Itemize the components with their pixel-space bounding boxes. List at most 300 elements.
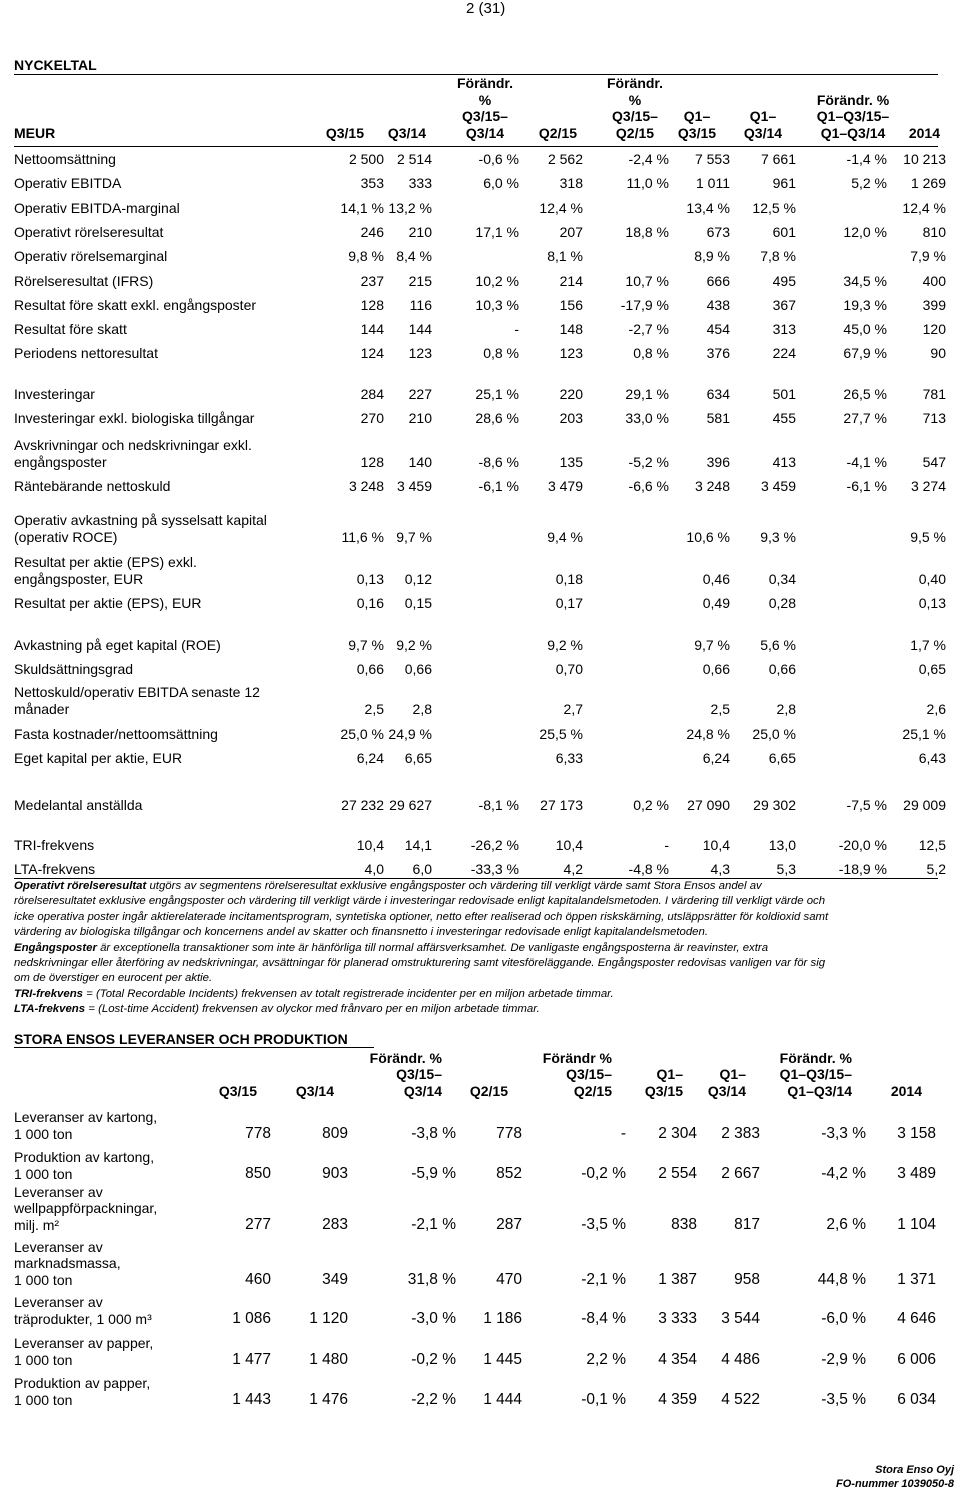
cell-value: 3 248: [348, 478, 384, 494]
column-header-line: Q3/14: [403, 1082, 442, 1099]
key-figure-row: [14, 272, 944, 289]
cell-value: 349: [322, 1271, 348, 1288]
cell-value: 140: [408, 454, 432, 470]
column-header-line: Q3/15: [218, 1082, 257, 1099]
row-label-line: Leveranser av kartong,: [14, 1109, 158, 1125]
cell-value: 7,8 %: [760, 248, 796, 264]
cell-value: 29 627: [389, 797, 432, 813]
cell-value: -: [514, 321, 519, 337]
column-header-line: Q2/15: [538, 124, 577, 141]
column-header-line: 2014: [890, 1082, 922, 1099]
cell-value: -0,1 %: [581, 1391, 626, 1408]
cell-value: 5,2: [926, 861, 946, 877]
column-header-line: Q2/15: [573, 1082, 612, 1099]
note-term: LTA-frekvens: [14, 1003, 86, 1016]
note-text: värdering av biologiska tillgångar och koncernens andel av skatter och finansnetto i investeringar redovisade enligt kapitalandelsmetoden.: [14, 926, 708, 939]
column-header-line: Q3/15–: [396, 1066, 442, 1082]
cell-value: -4,8 %: [628, 861, 669, 877]
cell-value: 0,40: [918, 571, 946, 587]
row-label: [14, 554, 197, 587]
cell-value: 220: [559, 386, 583, 402]
cell-value: 6,65: [768, 750, 796, 766]
cell-value: -33,3 %: [470, 861, 519, 877]
row-label-line: Produktion av papper,: [14, 1375, 151, 1391]
row-label: [14, 386, 95, 403]
column-header: [214, 1083, 334, 1100]
cell-value: 7 661: [760, 151, 796, 167]
note-term: TRI-frekvens: [14, 987, 84, 1000]
cell-value: 4,0: [364, 861, 384, 877]
cell-value: 6,33: [555, 750, 583, 766]
row-label-line: Resultat per aktie (EPS), EUR: [14, 594, 202, 611]
cell-value: 10,2 %: [475, 273, 519, 289]
column-header-line: Q1–Q3/15–: [816, 108, 890, 124]
cell-value: 10,4: [702, 837, 730, 853]
column-header-line: Q3/15: [325, 124, 364, 141]
cell-value: -6,0 %: [821, 1310, 866, 1327]
column-header-line: Förändr.: [456, 75, 513, 91]
cell-value: 10 213: [903, 151, 946, 167]
cell-value: 28,6 %: [475, 410, 519, 426]
cell-value: 454: [706, 321, 730, 337]
note-text: rörelseresultatet exklusive engångsposter och värdering till verkligt värde i investeringar redovisade enligt kapitalandelsmetoden. I värdering till verkligt värde och: [14, 895, 826, 908]
cell-value: 2,7: [563, 701, 583, 717]
row-label: [14, 437, 252, 470]
key-figure-row: [14, 660, 944, 677]
row-label-line: Leveranser av: [14, 1294, 103, 1310]
delivery-row: [14, 1334, 944, 1368]
cell-value: 237: [360, 273, 384, 289]
cell-value: -2,9 %: [821, 1351, 866, 1368]
column-header-line: Q3/15–: [612, 108, 658, 124]
row-label-line: Periodens nettoresultat: [14, 344, 158, 361]
column-header: [467, 125, 577, 142]
cell-value: 396: [706, 454, 730, 470]
row-label: [14, 661, 133, 678]
cell-value: 9,2 %: [547, 637, 583, 653]
cell-value: 9,7 %: [694, 637, 730, 653]
cell-value: 10,3 %: [475, 297, 519, 313]
cell-value: 7 553: [694, 151, 730, 167]
cell-value: 214: [559, 273, 583, 289]
key-figure-row: [14, 553, 944, 587]
cell-value: 4,2: [563, 861, 583, 877]
row-label-line: Resultat före skatt exkl. engångsposter: [14, 296, 257, 313]
cell-value: 10,7 %: [625, 273, 669, 289]
cell-value: 495: [772, 273, 796, 289]
cell-value: -18,9 %: [838, 861, 887, 877]
cell-value: 12,4 %: [902, 200, 946, 216]
row-label: [14, 861, 95, 878]
column-header-line: Q1–: [749, 108, 777, 124]
cell-value: -17,9 %: [620, 297, 669, 313]
cell-value: 67,9 %: [843, 345, 887, 361]
column-header-line: Förändr. %: [816, 91, 890, 108]
cell-value: 17,1 %: [475, 224, 519, 240]
cell-value: 210: [408, 410, 432, 426]
cell-value: 470: [496, 1271, 522, 1288]
row-label-line: Investeringar: [14, 385, 95, 402]
cell-value: 8,1 %: [547, 248, 583, 264]
row-label: [14, 637, 221, 654]
cell-value: 13,4 %: [686, 200, 730, 216]
cell-value: 1 444: [483, 1391, 522, 1408]
note-text: om de överstiger en eurocent per aktie.: [14, 972, 213, 985]
cell-value: 1,7 %: [910, 637, 946, 653]
cell-value: 0,34: [768, 571, 796, 587]
cell-value: 246: [360, 224, 384, 240]
cell-value: -4,1 %: [846, 454, 887, 470]
cell-value: 29 009: [903, 797, 946, 813]
cell-value: 34,5 %: [843, 273, 887, 289]
row-label-line: Operativ avkastning på sysselsatt kapital: [14, 512, 267, 528]
cell-value: -26,2 %: [470, 837, 519, 853]
cell-value: 810: [922, 224, 946, 240]
cell-value: 413: [772, 454, 796, 470]
cell-value: 1 476: [309, 1391, 348, 1408]
row-label-line: TRI-frekvens: [14, 836, 95, 853]
row-label-line: Medelantal anställda: [14, 796, 143, 813]
cell-value: 9,5 %: [910, 529, 946, 545]
row-label-line: Räntebärande nettoskuld: [14, 477, 171, 494]
note-line: [14, 894, 959, 909]
cell-value: 838: [671, 1216, 697, 1233]
cell-value: 123: [559, 345, 583, 361]
row-label-line: marknadsmassa,: [14, 1255, 121, 1271]
cell-value: 3 274: [910, 478, 946, 494]
cell-value: -5,9 %: [411, 1165, 456, 1182]
page-number: 2 (31): [466, 0, 506, 17]
cell-value: 0,17: [555, 595, 583, 611]
cell-value: 4,3: [710, 861, 730, 877]
deliveries-title: STORA ENSOS LEVERANSER OCH PRODUKTION: [14, 1031, 348, 1047]
cell-value: 1 477: [232, 1351, 271, 1368]
cell-value: 270: [360, 410, 384, 426]
cell-value: -6,6 %: [628, 478, 669, 494]
column-header: [802, 1083, 922, 1100]
cell-value: 26,5 %: [843, 386, 887, 402]
row-label-line: (operativ ROCE): [14, 528, 118, 545]
cell-value: -7,5 %: [846, 797, 887, 813]
cell-value: 27,7 %: [843, 410, 887, 426]
cell-value: 2 554: [658, 1165, 697, 1182]
cell-value: 850: [245, 1165, 271, 1182]
cell-value: 29 302: [753, 797, 796, 813]
row-label: [14, 726, 218, 743]
cell-value: 0,13: [918, 595, 946, 611]
cell-value: 0,8 %: [483, 345, 519, 361]
row-label-line: Avskrivningar och nedskrivningar exkl.: [14, 437, 252, 453]
note-line: [14, 1002, 959, 1017]
cell-value: 6 034: [897, 1391, 936, 1408]
cell-value: 12,0 %: [843, 224, 887, 240]
column-header-line: Förändr. %: [779, 1049, 852, 1066]
cell-value: 581: [706, 410, 730, 426]
column-header-line: Q2/15: [469, 1082, 508, 1099]
cell-value: -6,1 %: [846, 478, 887, 494]
cell-value: 0,15: [404, 595, 432, 611]
key-figure-row: [14, 385, 944, 402]
note-line: [14, 956, 959, 971]
note-text: = (Lost-time Accident) frekvensen av olyckor med frånvaro per en miljon arbetade timmar.: [85, 1003, 540, 1016]
key-figure-row: [14, 749, 944, 766]
cell-value: 6,65: [404, 750, 432, 766]
cell-value: 14,1: [404, 837, 432, 853]
row-label: [14, 684, 260, 717]
key-figure-row: [14, 836, 944, 853]
cell-value: 123: [408, 345, 432, 361]
row-label: [14, 410, 254, 427]
row-label: [14, 1109, 157, 1142]
cell-value: 27 173: [540, 797, 583, 813]
cell-value: 156: [559, 297, 583, 313]
cell-value: 0,65: [918, 661, 946, 677]
cell-value: -8,6 %: [478, 454, 519, 470]
cell-value: 318: [559, 175, 583, 191]
cell-value: 601: [772, 224, 796, 240]
cell-value: 11,6 %: [341, 529, 384, 545]
cell-value: 4 354: [658, 1351, 697, 1368]
column-header-line: %: [628, 91, 642, 108]
cell-value: 33,0 %: [625, 410, 669, 426]
cell-value: 277: [245, 1216, 271, 1233]
cell-value: 0,16: [356, 595, 384, 611]
key-figure-row: [14, 594, 944, 611]
cell-value: -1,4 %: [846, 151, 887, 167]
cell-value: 120: [922, 321, 946, 337]
column-header: [388, 1083, 508, 1100]
note-text: är exceptionella transaktioner som inte är hänförliga till normal affärsverksamhet. De vanligaste engångsposterna är reavinster, extra: [96, 941, 769, 954]
cell-value: -3,5 %: [821, 1391, 866, 1408]
row-label: [14, 1239, 121, 1289]
cell-value: 778: [496, 1125, 522, 1142]
cell-value: -3,0 %: [411, 1310, 456, 1327]
column-header-line: %: [478, 91, 492, 108]
column-header-line: Q3/14: [743, 124, 783, 141]
cell-value: 18,8 %: [625, 224, 669, 240]
cell-value: 6,0: [412, 861, 432, 877]
cell-value: 333: [408, 175, 432, 191]
key-figure-row: [14, 796, 944, 813]
cell-value: -: [620, 1125, 626, 1142]
key-figure-row: [14, 247, 944, 264]
row-label: [14, 345, 158, 362]
cell-value: 0,28: [768, 595, 796, 611]
cell-value: 1 104: [897, 1216, 936, 1233]
cell-value: 634: [706, 386, 730, 402]
note-text: = (Total Recordable Incidents) frekvensen av totalt registrerade incidenter per en miljon arbetade timmar.: [83, 987, 614, 1000]
cell-value: 2 514: [396, 151, 432, 167]
key-figure-row: [14, 511, 944, 545]
cell-value: 3 333: [658, 1310, 697, 1327]
cell-value: 4 522: [721, 1391, 760, 1408]
key-figure-row: [14, 199, 944, 216]
cell-value: 2,6 %: [826, 1216, 866, 1233]
row-label-line: Skuldsättningsgrad: [14, 660, 134, 677]
cell-value: 367: [772, 297, 796, 313]
cell-value: -3,5 %: [581, 1216, 626, 1233]
delivery-row: [14, 1108, 944, 1142]
cell-value: 44,8 %: [817, 1271, 866, 1288]
cell-value: 25,0 %: [752, 726, 796, 742]
row-label-line: engångsposter: [14, 453, 107, 470]
definitions-notes: [14, 879, 959, 1018]
cell-value: 778: [245, 1125, 271, 1142]
cell-value: 313: [772, 321, 796, 337]
row-label: [14, 297, 256, 314]
cell-value: 283: [322, 1216, 348, 1233]
row-label: [14, 1294, 152, 1327]
cell-value: 29,1 %: [625, 386, 669, 402]
cell-value: 2,8: [776, 701, 796, 717]
row-label: [14, 224, 163, 241]
cell-value: 24,8 %: [686, 726, 730, 742]
key-figure-row: [14, 150, 944, 167]
column-header-line: Förändr.: [606, 75, 663, 91]
row-label: [14, 1184, 157, 1234]
note-text: utgörs av segmentens rörelseresultat exklusive engångsposter och värdering till verkligt värde samt Stora Ensos andel av: [146, 880, 762, 892]
cell-value: 25,5 %: [539, 726, 583, 742]
cell-value: 3 544: [721, 1310, 760, 1327]
cell-value: 399: [922, 297, 946, 313]
cell-value: 3 479: [547, 478, 583, 494]
cell-value: 4 646: [897, 1310, 936, 1327]
row-label: [14, 797, 142, 814]
cell-value: 438: [706, 297, 730, 313]
cell-value: 1 086: [232, 1310, 271, 1327]
cell-value: -2,1 %: [581, 1271, 626, 1288]
cell-value: 7,9 %: [910, 248, 946, 264]
cell-value: 0,46: [702, 571, 730, 587]
row-label: [14, 151, 116, 168]
cell-value: 284: [360, 386, 384, 402]
cell-value: -4,2 %: [821, 1165, 866, 1182]
row-label-line: 1 000 ton: [14, 1351, 73, 1368]
cell-value: 14,1 %: [340, 200, 384, 216]
cell-value: 2,6: [926, 701, 946, 717]
row-label-line: Operativt rörelseresultat: [14, 223, 164, 240]
row-label-line: månader: [14, 700, 70, 717]
cell-value: 90: [930, 345, 946, 361]
key-figures-title: NYCKELTAL: [14, 57, 97, 73]
cell-value: 1 387: [658, 1271, 697, 1288]
note-line: [14, 941, 959, 956]
cell-value: 5,2 %: [851, 175, 887, 191]
row-label-line: 1 000 ton: [14, 1165, 73, 1182]
cell-value: 45,0 %: [843, 321, 887, 337]
cell-value: 455: [772, 410, 796, 426]
cell-value: 1 269: [910, 175, 946, 191]
cell-value: 666: [706, 273, 730, 289]
cell-value: 8,4 %: [396, 248, 432, 264]
row-label: [14, 837, 94, 854]
cell-value: 1 120: [309, 1310, 348, 1327]
cell-value: 135: [559, 454, 583, 470]
cell-value: 4 359: [658, 1391, 697, 1408]
cell-value: 3 459: [760, 478, 796, 494]
column-header-line: Q1–Q3/14: [787, 1082, 852, 1099]
column-header-line: Q3/15: [644, 1082, 683, 1099]
cell-value: -8,1 %: [478, 797, 519, 813]
cell-value: -2,7 %: [628, 321, 669, 337]
row-label-line: 1 000 ton: [14, 1125, 73, 1142]
cell-value: 9,2 %: [396, 637, 432, 653]
column-header-line: Q1–Q3/15–: [779, 1066, 852, 1082]
cell-value: -8,4 %: [581, 1310, 626, 1327]
cell-value: 9,8 %: [348, 248, 384, 264]
column-header-line: Q3/14: [465, 124, 505, 141]
key-figure-row: [14, 174, 944, 191]
column-header-line: Förändr. %: [369, 1049, 442, 1066]
column-header: [830, 125, 940, 142]
row-label-line: Leveranser av: [14, 1183, 103, 1200]
column-header-line: Q3/15: [677, 124, 717, 141]
key-figure-row: [14, 636, 944, 653]
cell-value: 2,2 %: [586, 1351, 626, 1368]
row-label-line: Rörelseresultat (IFRS): [14, 272, 154, 289]
row-label-line: Resultat före skatt: [14, 320, 127, 337]
row-label-line: Nettoskuld/operativ EBITDA senaste 12: [14, 684, 260, 700]
key-figure-row: [14, 725, 944, 742]
cell-value: -6,1 %: [478, 478, 519, 494]
cell-value: 1 371: [897, 1271, 936, 1288]
header-meur: MEUR: [14, 125, 56, 141]
cell-value: 809: [322, 1125, 348, 1142]
column-header-line: Q3/14: [387, 124, 426, 141]
cell-value: 1 445: [483, 1351, 522, 1368]
row-label: [14, 200, 180, 217]
cell-value: 2 500: [348, 151, 384, 167]
cell-value: 9,3 %: [760, 529, 796, 545]
cell-value: 25,1 %: [475, 386, 519, 402]
cell-value: 400: [922, 273, 946, 289]
row-label-line: Investeringar exkl. biologiska tillgångar: [14, 409, 255, 426]
column-header: [626, 1066, 746, 1099]
row-label: [14, 1375, 150, 1408]
column-header-line: Q1–: [719, 1066, 746, 1082]
cell-value: -2,4 %: [628, 151, 669, 167]
row-label-line: wellpappförpackningar,: [14, 1200, 158, 1216]
cell-value: 9,7 %: [396, 529, 432, 545]
row-label: [14, 273, 153, 290]
cell-value: 0,66: [404, 661, 432, 677]
row-label: [14, 750, 182, 767]
row-label: [14, 512, 267, 545]
cell-value: 376: [706, 345, 730, 361]
cell-value: 781: [922, 386, 946, 402]
cell-value: 6,43: [918, 750, 946, 766]
column-header-line: Q3/15–: [462, 108, 508, 124]
cell-value: 2,5: [710, 701, 730, 717]
cell-value: 27 232: [341, 797, 384, 813]
cell-value: -3,8 %: [411, 1125, 456, 1142]
cell-value: 148: [559, 321, 583, 337]
cell-value: 2,5: [364, 701, 384, 717]
cell-value: 2 383: [721, 1125, 760, 1142]
cell-value: 203: [559, 410, 583, 426]
deliveries-top-rule: [14, 1047, 374, 1048]
cell-value: 3 158: [897, 1125, 936, 1142]
cell-value: 6 006: [897, 1351, 936, 1368]
row-label-line: Operativ EBITDA-marginal: [14, 199, 180, 216]
cell-value: -2,2 %: [411, 1391, 456, 1408]
row-label-line: Leveranser av papper,: [14, 1335, 154, 1351]
cell-value: 5,6 %: [760, 637, 796, 653]
row-label-line: träprodukter, 1 000 m³: [14, 1310, 152, 1327]
column-header-line: Q3/14: [707, 1082, 746, 1099]
cell-value: 4 486: [721, 1351, 760, 1368]
cell-value: 0,66: [356, 661, 384, 677]
